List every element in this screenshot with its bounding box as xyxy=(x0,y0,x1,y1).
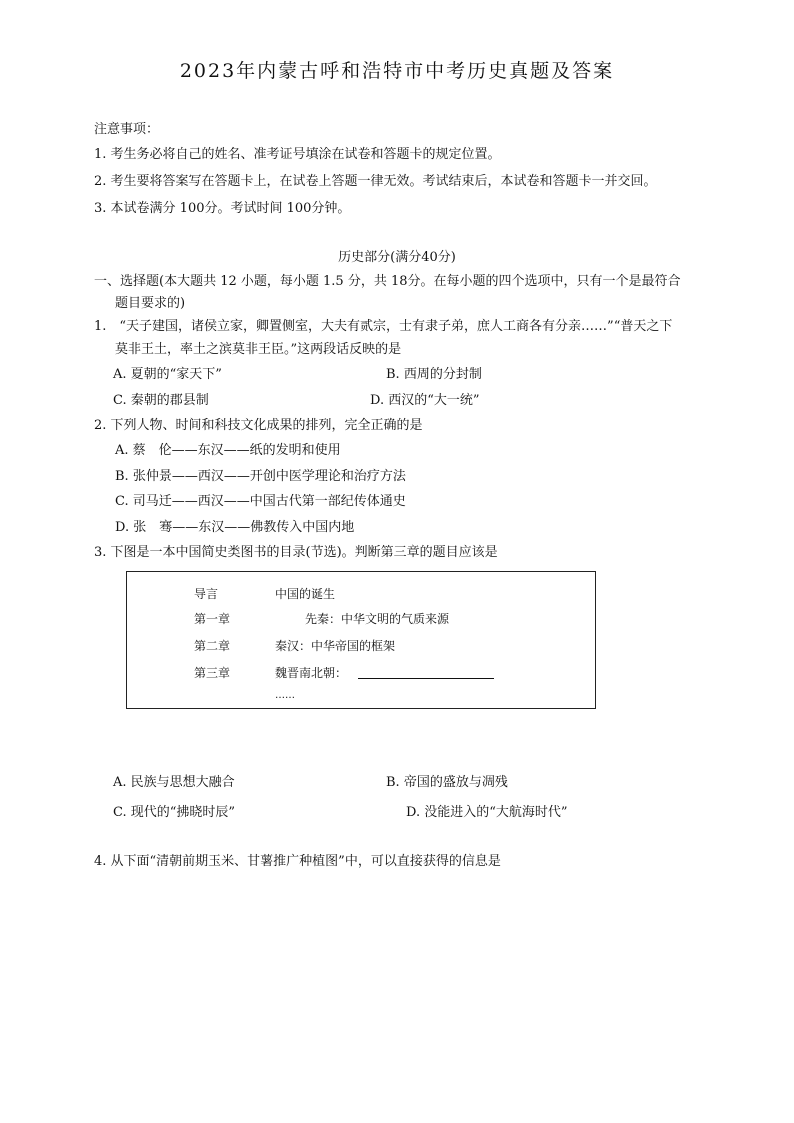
section-title: 历史部分(满分40分) xyxy=(338,250,456,265)
toc-text-chapter-1: 先秦：中华文明的气质来源 xyxy=(305,612,450,626)
question-1-option-a: A. 夏朝的“家天下” xyxy=(113,367,222,382)
toc-text-intro: 中国的诞生 xyxy=(275,587,336,601)
notice-item-2: 2. 考生要将答案写在答题卡上，在试卷上答题一律无效。考试结束后，本试卷和答题卡一并交回。 xyxy=(94,174,657,189)
question-2-option-a: A. 蔡 伦——东汉——纸的发明和使用 xyxy=(115,443,341,458)
toc-label-chapter-1: 第一章 xyxy=(194,612,231,626)
question-3-option-b: B. 帝国的盛放与凋残 xyxy=(386,775,508,790)
toc-text-chapter-2: 秦汉：中华帝国的框架 xyxy=(275,639,396,653)
notice-item-1: 1. 考生务必将自己的姓名、准考证号填涂在试卷和答题卡的规定位置。 xyxy=(94,147,501,162)
question-1-option-b: B. 西周的分封制 xyxy=(386,367,482,382)
question-1-option-c: C. 秦朝的郡县制 xyxy=(113,393,209,408)
part1-instructions-line1: 一、选择题(本大题共 12 小题，每小题 1.5 分，共 18分。在每小题的四个选项中，只有一个是最符合 xyxy=(94,274,681,289)
toc-text-chapter-3: 魏晋南北朝： xyxy=(275,666,348,680)
toc-ellipsis: …… xyxy=(275,690,295,701)
question-2-option-c: C. 司马迁——西汉——中国古代第一部纪传体通史 xyxy=(115,494,406,509)
question-1-option-d: D. 西汉的“大一统” xyxy=(370,393,480,408)
question-1-stem-line2: 莫非王土，率土之滨莫非王臣。”这两段话反映的是 xyxy=(115,342,402,357)
question-3-option-d: D. 没能进入的“大航海时代” xyxy=(406,805,568,820)
page-title: 2023年内蒙古呼和浩特市中考历史真题及答案 xyxy=(179,60,615,82)
toc-label-intro: 导言 xyxy=(194,587,219,601)
part1-instructions-line2: 题目要求的) xyxy=(115,296,186,311)
question-3-option-c: C. 现代的“拂晓时辰” xyxy=(113,805,236,820)
notice-item-3: 3. 本试卷满分 100分。考试时间 100分钟。 xyxy=(94,201,351,216)
toc-label-chapter-3: 第三章 xyxy=(194,666,231,680)
question-2-stem: 2. 下列人物、时间和科技文化成果的排列，完全正确的是 xyxy=(94,418,423,433)
question-3-option-a: A. 民族与思想大融合 xyxy=(113,775,235,790)
question-2-option-b: B. 张仲景——西汉——开创中医学理论和治疗方法 xyxy=(115,469,406,484)
question-2-option-d: D. 张 骞——东汉——佛教传入中国内地 xyxy=(115,520,355,535)
question-1-stem-line1: 1. “天子建国，诸侯立家，卿置侧室，大夫有贰宗，士有隶子弟，庶人工商各有分亲……”“普天之下 xyxy=(94,319,673,334)
question-4-stem: 4. 从下面“清朝前期玉米、甘薯推广种植图”中，可以直接获得的信息是 xyxy=(94,854,501,869)
notice-heading: 注意事项： xyxy=(94,122,160,137)
toc-answer-blank xyxy=(358,678,494,679)
question-3-stem: 3. 下图是一本中国简史类图书的目录(节选)。判断第三章的题目应该是 xyxy=(94,545,498,560)
toc-label-chapter-2: 第二章 xyxy=(194,639,231,653)
